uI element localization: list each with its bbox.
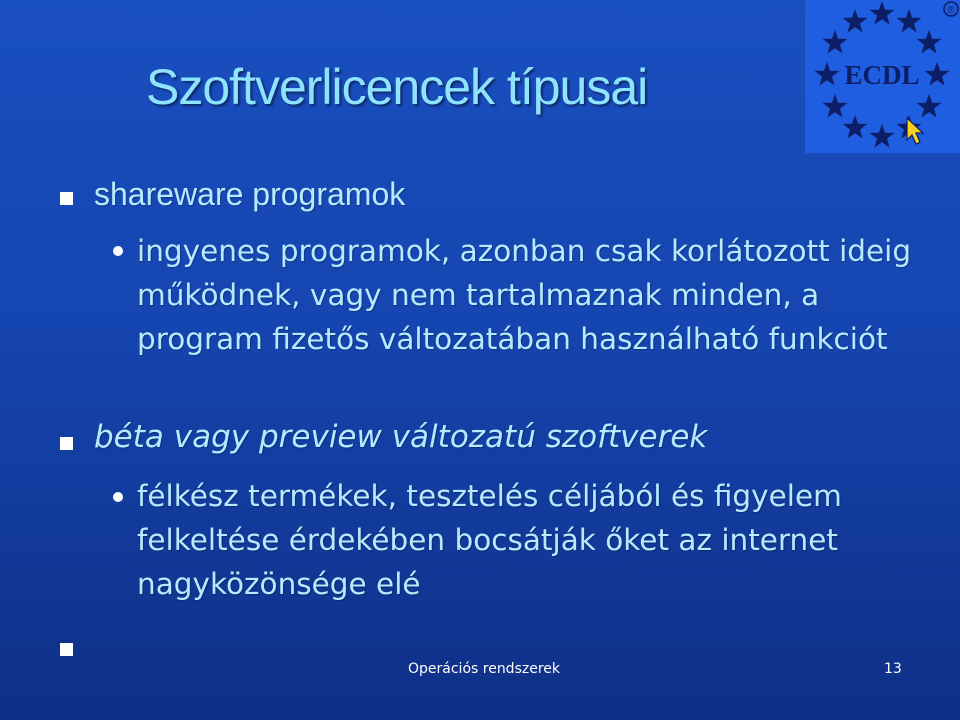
cursor-arrow-icon [907, 118, 923, 144]
bullet-square-icon [60, 643, 73, 656]
sub-bullet-dot-icon [113, 492, 123, 502]
ecdl-logo-text: ECDL [844, 60, 920, 90]
ecdl-logo [805, 0, 960, 153]
page-number: 13 [884, 661, 902, 677]
registered-mark: ® [947, 5, 955, 16]
bullet-shareware: shareware programok [94, 176, 406, 212]
bullet-square-icon [60, 437, 73, 450]
ecdl-logo-graphic [805, 0, 960, 153]
sub-bullet-dot-icon [113, 246, 123, 256]
footer-title: Operációs rendszerek [408, 661, 560, 677]
bullet-square-icon [60, 192, 73, 205]
sub-bullet-beta-desc: félkész termékek, tesztelés céljából és figyelem felkeltése érdekében bocsátják őket az internet nagyközönsége elé [137, 479, 842, 601]
sub-bullet-shareware-desc: ingyenes programok, azonban csak korlátozott ideig működnek, vagy nem tartalmaznak minden, a program fizetős változatában használható funkciót [137, 234, 912, 356]
slide-title: Szoftverlicencek típusai [146, 59, 648, 115]
bullet-beta: béta vagy preview változatú szoftverek [94, 419, 708, 455]
